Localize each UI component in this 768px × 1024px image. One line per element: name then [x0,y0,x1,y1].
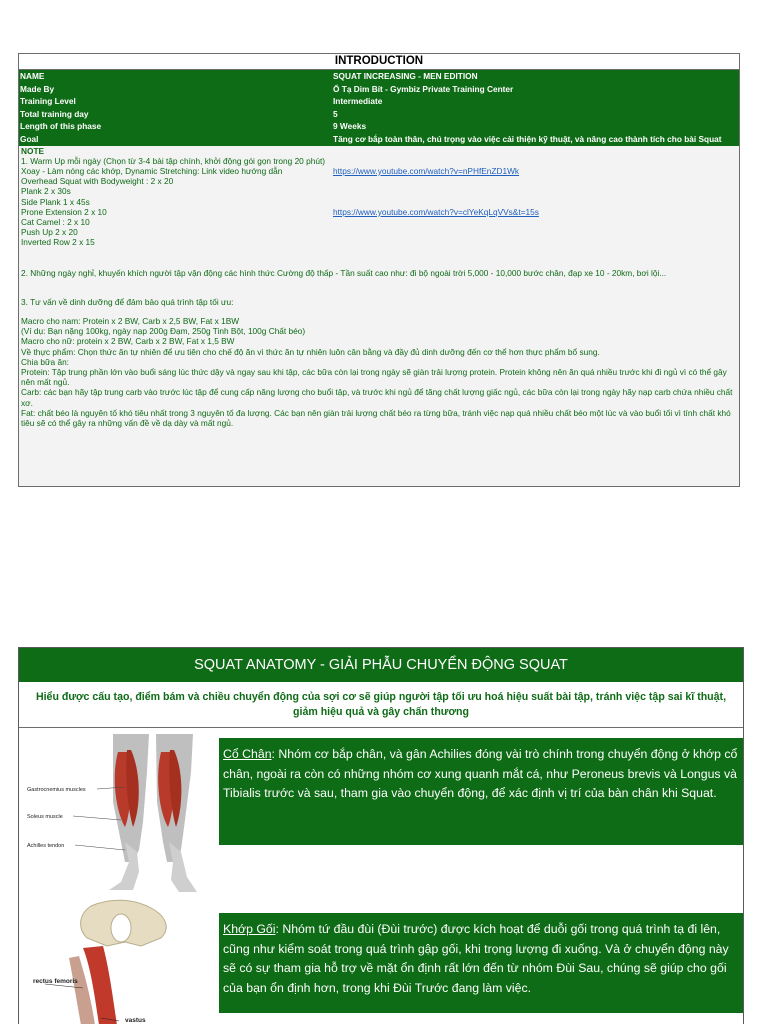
warmup-line [21,237,737,247]
warmup-text: Overhead Squat with Bodyweight : 2 x 20 [21,176,174,187]
calf-muscle-illustration [21,732,197,897]
anatomy-title: SQUAT ANATOMY - GIẢI PHẪU CHUYỂN ĐỘNG SQUAT [19,648,743,682]
nutrition-line: Về thực phẩm: Chọn thức ăn tự nhiên để ưu tiên cho chế độ ăn vì thức ăn tự nhiên luôn cân bằng và đầy đủ dinh dưỡng đến cơ thể hơn thực phẩm bổ sung. [21,346,600,357]
warmup-text: Plank 2 x 30s [21,186,71,197]
warmup-line [21,207,737,217]
meta-row [19,70,739,83]
warmup-text: Push Up 2 x 20 [21,227,78,238]
knee-card [219,913,743,1013]
vastus-label: vastus [125,1017,146,1024]
soleus-label: Soleus muscle [27,814,63,820]
card-heading: Khớp Gối [223,922,276,936]
warmup-line [21,227,737,237]
meta-value: 5 [333,108,338,119]
card-heading: Cổ Chân [223,747,272,761]
nutrition-line: (Ví dụ: Bạn nặng 100kg, ngày nạp 200g Đạm, 250g Tinh Bột, 100g Chất béo) [21,326,306,337]
video-link[interactable]: https://www.youtube.com/watch?v=nPHfEnZD1Wk [333,165,520,176]
quadriceps-illustration [21,898,197,1024]
warmup-line [21,197,737,207]
warmup-line [21,186,737,196]
nutrition-line: Fat: chất béo là nguyên tố khó tiêu nhất trong 3 nguyên tố đa lượng. Các bạn nên giàn trải lượng chất béo ra từng bữa, tránh việc nạp quá nhiều chất béo một lúc và vào buổi tối vì tính chất khó tiêu sẽ có thể gây ra những vấn đề về dạ dày và mất ngủ. [21,407,731,429]
achilles-label: Achilles tendon [27,843,65,849]
meta-value: 9 Weeks [333,121,367,132]
nutrition-title: 3. Tư vấn về dinh dưỡng để đảm bảo quá trình tập tối ưu: [21,296,234,307]
meta-row [19,83,739,96]
warmup-line [21,217,737,227]
note-label: NOTE [21,145,45,156]
nutrition-line: Chia bữa ăn: [21,356,69,367]
warmup-line [21,156,737,166]
warmup-text: Inverted Row 2 x 15 [21,237,95,248]
note-section [19,146,739,429]
meta-row [19,95,739,108]
gastrocnemius-label: Gastrocnemius muscles [27,787,86,793]
intro-title: INTRODUCTION [19,54,739,70]
nutrition-line: Macro cho nữ: protein x 2 BW, Carb x 2 BW, Fat x 1,5 BW [21,336,235,347]
nutrition-line: Protein: Tập trung phần lớn vào buổi sáng lúc thức dậy và ngay sau khi tập, các bữa còn lại trong ngày sẽ giàn trải lượng protein. Protein không nên ăn quá nhiều trước khi đi ngủ vì có thể gây nên mất ngủ. [21,367,727,388]
meta-row [19,133,739,146]
anatomy-subtitle: Hiểu được cấu tạo, điểm bám và chiều chuyển động của sợi cơ sẽ giúp người tập tối ưu hoá hiệu suất bài tập, tránh việc tập sai kĩ thuật, giảm hiệu quả và gây chấn thương [19,682,743,728]
warmup-line [21,176,737,186]
nutrition-line: Macro cho nam: Protein x 2 BW, Carb x 2,5 BW, Fat x 1BW [21,316,240,326]
warmup-text: Side Plank 1 x 45s [21,196,90,207]
meta-label: Training Level [20,96,76,107]
meta-value: SQUAT INCREASING - MEN EDITION [333,71,478,81]
nutrition-line: Carb: các bạn hãy tập trung carb vào trước lúc tập để cung cấp năng lượng cho buổi tập, và trước khi ngủ để tăng chất lượng giấc ngủ, các bữa còn lại trong ngày hãy nạp carb chứa nhiều chất xơ. [21,387,733,408]
meta-row [19,108,739,121]
meta-label: Total training day [20,108,89,119]
meta-value: Ổ Tạ Dim Bít - Gymbiz Private Training Center [333,83,514,94]
meta-row [19,120,739,133]
meta-label: NAME [20,71,45,81]
ankle-card [219,738,743,845]
warmup-text: Xoay - Làm nóng các khớp, Dynamic Stretching: Link video hướng dẫn [21,165,283,176]
warmup-text: Cat Camel : 2 x 10 [21,216,90,227]
meta-label: Length of this phase [20,121,102,132]
meta-value: Tăng cơ bắp toàn thân, chú trọng vào việc cải thiện kỹ thuật, và nâng cao thành tích cho bài Squat [333,133,722,144]
card-body: : Nhóm cơ bắp chân, và gân Achilies đóng vài trò chính trong chuyển động ở khớp cổ chân, ngoài ra còn có những nhóm cơ xung quanh mắt cá, như Peroneus brevis và Longus và Tibialis trước và sau, tham gia vào chuyển động, để xác định vị trí của bàn chân khi Squat. [223,747,738,800]
card-body: : Nhóm tứ đầu đùi (Đùi trước) được kích hoạt để duỗi gối trong quá trình tạ đi lên, cũng như kiểm soát trong quá trình gập gối, khi trọng lượng đi xuống. Và ở chuyển động này sẽ có sự tham gia hỗ trợ về mặt ổn định rất lớn đến từ nhóm Đùi Sau, chúng sẽ giúp cho gối của bạn ổn định hơn, trong khi Đùi Trước đang làm việc. [223,922,729,995]
video-link[interactable]: https://www.youtube.com/watch?v=clYeKqLqVVs&t=15s [333,206,539,217]
warmup-text: 1. Warm Up mỗi ngày (Chọn từ 3-4 bài tập chính, khởi động gói gọn trong 20 phút) [21,155,326,166]
rest-day-note: 2. Những ngày nghỉ, khuyến khích người tập vận động các hình thức Cường độ thấp - Tần suất cao như: đi bộ ngoài trời 5,000 - 10,000 bước chân, đạp xe 10 - 20km, bơi lội... [21,267,667,278]
meta-label: Made By [20,83,55,94]
warmup-text: Prone Extension 2 x 10 [21,206,107,217]
meta-block [19,70,739,146]
introduction-table [18,53,740,487]
warmup-line [21,166,737,176]
meta-value: Intermediate [333,96,383,107]
squat-anatomy-section [18,647,744,1024]
meta-label: Goal [20,133,39,144]
rectus-femoris-label: rectus femoris [33,978,78,985]
